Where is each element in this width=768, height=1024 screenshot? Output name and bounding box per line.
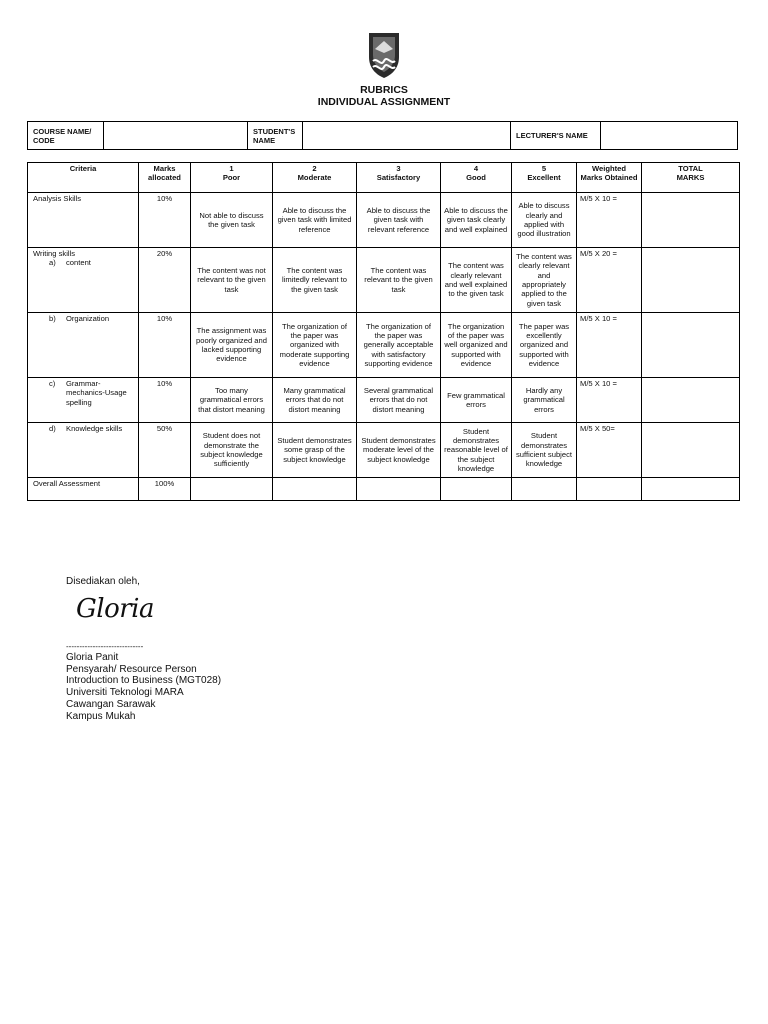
satisfactory-cell: The organization of the paper was generally acceptable with satisfactory supporting evidence — [357, 313, 441, 378]
signatory-name: Gloria Panit — [66, 652, 119, 663]
signature-line: ----------------------------- — [66, 642, 144, 651]
excellent-cell: The paper was excellently organized and supported with evidence — [512, 313, 577, 378]
document-title: RUBRICS — [360, 84, 408, 96]
poor-cell: Not able to discuss the given task — [191, 193, 273, 248]
marks-cell: 100% — [139, 478, 191, 501]
signatory-university: Universiti Teknologi MARA — [66, 687, 184, 699]
handwritten-signature: Gloria — [76, 594, 154, 624]
marks-cell: 10% — [139, 378, 191, 423]
poor-cell: Too many grammatical errors that distort meaning — [191, 378, 273, 423]
weighted-cell: M/5 X 10 = — [577, 193, 642, 248]
satisfactory-cell: Student demonstrates moderate level of the subject knowledge — [357, 423, 441, 478]
poor-cell — [191, 478, 273, 501]
rubric-header-row — [28, 163, 740, 193]
header-moderate: 2 Moderate — [273, 163, 357, 193]
weighted-cell — [577, 478, 642, 501]
criteria-cell — [28, 248, 139, 313]
excellent-cell: Student demonstrates sufficient subject knowledge — [512, 423, 577, 478]
satisfactory-cell: Able to discuss the given task with relevant reference — [357, 193, 441, 248]
header-excellent: 5 Excellent — [512, 163, 577, 193]
sub-label: Knowledge skills — [66, 424, 123, 433]
table-row — [28, 193, 740, 248]
excellent-cell: Hardly any grammatical errors — [512, 378, 577, 423]
moderate-cell: Many grammatical errors that do not distort meaning — [273, 378, 357, 423]
criteria-cell: Analysis Skills — [28, 193, 139, 248]
student-name-field[interactable] — [303, 122, 511, 150]
criteria-title: Writing skills — [33, 249, 76, 258]
excellent-cell: The content was clearly relevant and appropriately applied to the given task — [512, 248, 577, 313]
criteria-cell — [28, 423, 139, 478]
lecturer-name-field[interactable] — [601, 122, 738, 150]
poor-cell: The assignment was poorly organized and lacked supporting evidence — [191, 313, 273, 378]
criteria-cell: Overall Assessment — [28, 478, 139, 501]
header-good: 4 Good — [441, 163, 512, 193]
signatory-course: Introduction to Business (MGT028) — [66, 675, 222, 687]
criteria-cell — [28, 313, 139, 378]
header-satisfactory: 3 Satisfactory — [357, 163, 441, 193]
good-cell: The organization of the paper was well organized and supported with evidence — [441, 313, 512, 378]
university-logo — [365, 31, 403, 79]
weighted-cell: M/5 X 50= — [577, 423, 642, 478]
poor-cell: Student does not demonstrate the subject knowledge sufficiently — [191, 423, 273, 478]
course-name-label: COURSE NAME/ CODE — [28, 122, 104, 150]
good-cell: Few grammatical errors — [441, 378, 512, 423]
moderate-cell: The content was limitedly relevant to the given task — [273, 248, 357, 313]
sub-letter: d) — [49, 424, 56, 433]
assignment-info-table — [27, 121, 738, 150]
sub-letter: c) — [49, 379, 56, 388]
table-row — [28, 423, 740, 478]
marks-cell: 20% — [139, 248, 191, 313]
sub-label: Organization — [66, 314, 110, 323]
table-row — [28, 478, 740, 501]
satisfactory-cell: Several grammatical errors that do not distort meaning — [357, 378, 441, 423]
good-cell: Able to discuss the given task clearly and well explained — [441, 193, 512, 248]
excellent-cell — [512, 478, 577, 501]
sub-label: Grammar-mechanics-Usage spelling — [66, 379, 127, 407]
total-cell[interactable] — [642, 478, 740, 501]
total-cell[interactable] — [642, 248, 740, 313]
marks-cell: 10% — [139, 313, 191, 378]
table-row — [28, 248, 740, 313]
weighted-cell: M/5 X 20 = — [577, 248, 642, 313]
satisfactory-cell — [357, 478, 441, 501]
lecturer-name-label: LECTURER'S NAME — [511, 122, 601, 150]
moderate-cell — [273, 478, 357, 501]
total-cell[interactable] — [642, 378, 740, 423]
header-marks: Marks allocated — [139, 163, 191, 193]
marks-cell: 10% — [139, 193, 191, 248]
weighted-cell: M/5 X 10 = — [577, 378, 642, 423]
weighted-cell: M/5 X 10 = — [577, 313, 642, 378]
signatory-role: Pensyarah/ Resource Person — [66, 663, 197, 675]
signatory-campus: Kampus Mukah — [66, 710, 136, 722]
total-cell[interactable] — [642, 193, 740, 248]
header-criteria: Criteria — [28, 163, 139, 193]
satisfactory-cell: The content was relevant to the given task — [357, 248, 441, 313]
student-name-label: STUDENT'S NAME — [248, 122, 303, 150]
sub-letter: b) — [49, 314, 56, 323]
header-total: TOTAL MARKS — [642, 163, 740, 193]
poor-cell: The content was not relevant to the given task — [191, 248, 273, 313]
marks-cell: 50% — [139, 423, 191, 478]
total-cell[interactable] — [642, 423, 740, 478]
signatory-branch: Cawangan Sarawak — [66, 698, 156, 710]
course-name-field[interactable] — [104, 122, 248, 150]
header-weighted: Weighted Marks Obtained — [577, 163, 642, 193]
moderate-cell: The organization of the paper was organized with moderate supporting evidence — [273, 313, 357, 378]
moderate-cell: Able to discuss the given task with limited reference — [273, 193, 357, 248]
sub-label: content — [66, 258, 91, 268]
moderate-cell: Student demonstrates some grasp of the subject knowledge — [273, 423, 357, 478]
total-cell[interactable] — [642, 313, 740, 378]
signatory-details — [66, 652, 221, 722]
sub-letter: a) — [49, 258, 56, 268]
rubric-table — [27, 162, 740, 501]
header-poor: 1 Poor — [191, 163, 273, 193]
table-row — [28, 378, 740, 423]
prepared-by-label: Disediakan oleh, — [66, 576, 140, 587]
good-cell — [441, 478, 512, 501]
good-cell: The content was clearly relevant and well explained to the given task — [441, 248, 512, 313]
good-cell: Student demonstrates reasonable level of the subject knowledge — [441, 423, 512, 478]
excellent-cell: Able to discuss clearly and applied with good illustration — [512, 193, 577, 248]
criteria-cell — [28, 378, 139, 423]
table-row — [28, 313, 740, 378]
document-subtitle: INDIVIDUAL ASSIGNMENT — [317, 96, 451, 108]
